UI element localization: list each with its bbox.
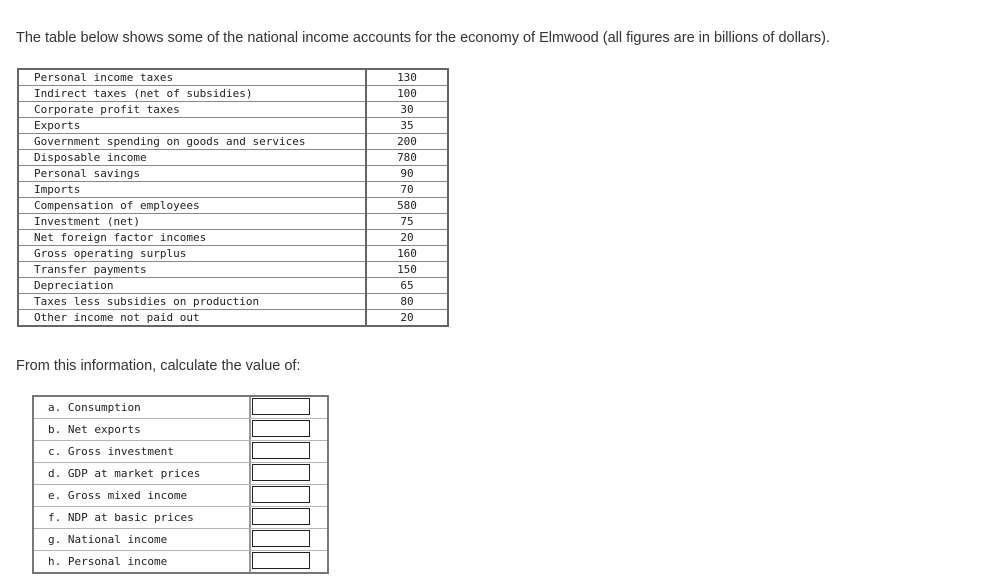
table-row	[18, 69, 448, 86]
account-label: Depreciation	[18, 278, 366, 294]
answer-label: c. Gross investment	[34, 441, 250, 462]
account-value: 780	[366, 150, 448, 166]
account-label: Investment (net)	[18, 214, 366, 230]
account-label: Indirect taxes (net of subsidies)	[18, 86, 366, 102]
table-row	[18, 278, 448, 294]
account-label: Personal savings	[18, 166, 366, 182]
personal-income-input[interactable]	[252, 552, 310, 569]
account-value: 200	[366, 134, 448, 150]
account-label: Government spending on goods and services	[18, 134, 366, 150]
account-value: 70	[366, 182, 448, 198]
answer-cell	[250, 419, 327, 440]
account-label: Disposable income	[18, 150, 366, 166]
account-value: 35	[366, 118, 448, 134]
table-row	[18, 198, 448, 214]
account-value: 130	[366, 69, 448, 86]
answer-row-gross-mixed-income	[34, 485, 327, 507]
account-label: Net foreign factor incomes	[18, 230, 366, 246]
table-row	[18, 102, 448, 118]
answer-label: d. GDP at market prices	[34, 463, 250, 484]
account-label: Compensation of employees	[18, 198, 366, 214]
table-row	[18, 118, 448, 134]
account-label: Personal income taxes	[18, 69, 366, 86]
answer-row-net-exports	[34, 419, 327, 441]
account-value: 100	[366, 86, 448, 102]
table-row	[18, 86, 448, 102]
national-income-input[interactable]	[252, 530, 310, 547]
answer-row-national-income	[34, 529, 327, 551]
answer-cell	[250, 485, 327, 506]
account-label: Corporate profit taxes	[18, 102, 366, 118]
account-value: 75	[366, 214, 448, 230]
table-row	[18, 182, 448, 198]
account-label: Transfer payments	[18, 262, 366, 278]
answer-label: e. Gross mixed income	[34, 485, 250, 506]
account-value: 580	[366, 198, 448, 214]
gross-mixed-income-input[interactable]	[252, 486, 310, 503]
answer-label: g. National income	[34, 529, 250, 550]
answer-row-gross-investment	[34, 441, 327, 463]
answer-label: f. NDP at basic prices	[34, 507, 250, 528]
answer-cell	[250, 551, 327, 572]
gross-investment-input[interactable]	[252, 442, 310, 459]
national-income-accounts-table	[17, 68, 449, 327]
answer-cell	[250, 397, 327, 418]
answer-cell	[250, 463, 327, 484]
question-prompt: From this information, calculate the value of:	[16, 358, 301, 374]
account-label: Imports	[18, 182, 366, 198]
answer-row-ndp-basic-prices	[34, 507, 327, 529]
account-value: 160	[366, 246, 448, 262]
account-label: Exports	[18, 118, 366, 134]
account-value: 90	[366, 166, 448, 182]
table-row	[18, 134, 448, 150]
answer-row-gdp-market-prices	[34, 463, 327, 485]
table-row	[18, 310, 448, 327]
answer-row-consumption	[34, 397, 327, 419]
table-row	[18, 166, 448, 182]
net-exports-input[interactable]	[252, 420, 310, 437]
gdp-market-prices-input[interactable]	[252, 464, 310, 481]
answer-row-personal-income	[34, 551, 327, 572]
ndp-basic-prices-input[interactable]	[252, 508, 310, 525]
account-value: 20	[366, 310, 448, 327]
answer-cell	[250, 507, 327, 528]
consumption-input[interactable]	[252, 398, 310, 415]
table-row	[18, 246, 448, 262]
account-label: Taxes less subsidies on production	[18, 294, 366, 310]
table-row	[18, 214, 448, 230]
account-label: Gross operating surplus	[18, 246, 366, 262]
account-value: 30	[366, 102, 448, 118]
account-value: 20	[366, 230, 448, 246]
answer-cell	[250, 441, 327, 462]
answer-label: b. Net exports	[34, 419, 250, 440]
table-row	[18, 262, 448, 278]
answer-label: a. Consumption	[34, 397, 250, 418]
account-value: 80	[366, 294, 448, 310]
table-row	[18, 294, 448, 310]
answer-label: h. Personal income	[34, 551, 250, 572]
account-value: 150	[366, 262, 448, 278]
table-row	[18, 150, 448, 166]
answer-cell	[250, 529, 327, 550]
answer-table	[32, 395, 329, 574]
table-row	[18, 230, 448, 246]
account-label: Other income not paid out	[18, 310, 366, 327]
account-value: 65	[366, 278, 448, 294]
intro-text: The table below shows some of the national income accounts for the economy of Elmwood (all figures are in billions of dollars).	[16, 30, 831, 46]
